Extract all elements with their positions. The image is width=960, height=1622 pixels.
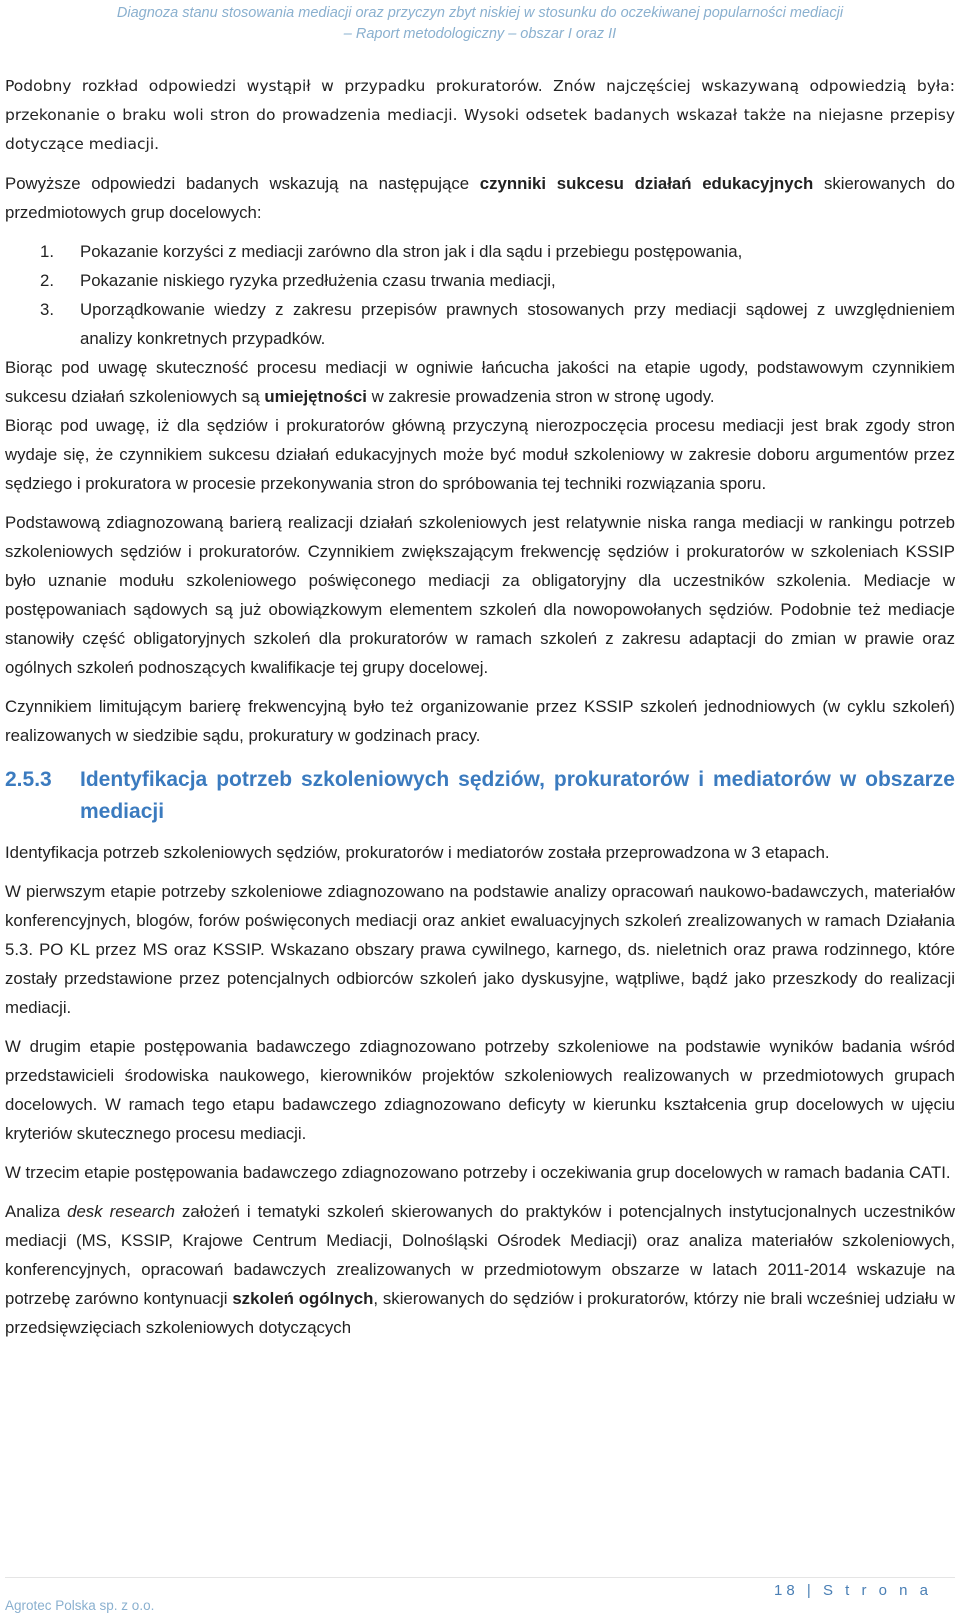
paragraph-barrier: Podstawową zdiagnozowaną barierą realizacji działań szkoleniowych jest relatywnie niska ranga mediacji w rankingu potrzeb szkoleniowych sędziów i prokuratorów. Czynnikiem zwiększającym frekwencję sędziów i prokuratorów w szkoleniach KSSIP było uznanie modułu szkoleniowego poświęconego mediacji za obligatoryjny dla uczestników szkolenia. Mediacje w postępowaniach sądowych są już obowiązkowym elementem szkoleń dla nowopowołanych sędziów. Podobnie też mediacje stanowiły część obligatoryjnych szkoleń dla prokuratorów w ramach szkoleń z zakresu adaptacji do zmian w prawie oraz ogólnych szkoleń podnoszących kwalifikacje tej grupy docelowej. xyxy=(5,513,955,677)
text-run: założeń i tematyki szkoleń skierowanych do praktyków i potencjalnych instytucjonalnych uczestników mediacji (MS, KSSIP, Krajowe Centrum Mediacji, Dolnośląski Ośrodek Mediacji) oraz analiza materiałów szkoleniowych, konferencyjnych, opracowań badawczych zrealizowanych w przedmiotowym obszarze w latach 2011-2014 wskazuje na potrzebę zarówno kontynuacji xyxy=(5,1202,955,1308)
section-number: 2.5.3 xyxy=(5,768,52,791)
company-name: Agrotec Polska sp. z o.o. xyxy=(5,1598,155,1613)
header-title-line2: – Raport metodologiczny – obszar I oraz II xyxy=(343,26,617,42)
paragraph-consent: Biorąc pod uwagę, iż dla sędziów i prokuratorów główną przyczyną nierozpoczęcia procesu mediacji jest brak zgody stron wydaje się, że czynnikiem sukcesu działań edukacyjnych może być moduł szkoleniowy w zakresie doboru argumentów przez sędziego i prokuratora w procesie przekonywania stron do spróbowania tej techniki rozwiązania sporu. xyxy=(5,416,955,493)
paragraph-success-factors xyxy=(5,169,955,227)
section-heading xyxy=(5,764,955,828)
paragraph-stage-two: W drugim etapie postępowania badawczego zdiagnozowano potrzeby szkoleniowe na podstawie wyników badania wśród przedstawicieli środowiska naukowego, kierowników projektów szkoleniowych realizowanych w przedmiotowych grupach docelowych. W ramach tego etapu badawczego zdiagnozowano deficyty w kierunku kształcenia grup docelowych w ujęciu kryteriów skutecznego procesu mediacji. xyxy=(5,1037,955,1143)
bold-run: szkoleń ogólnych xyxy=(232,1289,374,1308)
text-run: skierowanych do przedmiotowych grup docelowych: xyxy=(5,174,955,222)
list-number: 2. xyxy=(40,271,54,290)
paragraph-stage-one: W pierwszym etapie potrzeby szkoleniowe zdiagnozowano na podstawie analizy opracowań naukowo-badawczych, materiałów konferencyjnych, blogów, forów poświęconych mediacji oraz ankiet ewaluacyjnych szkoleń zrealizowanych w ramach Działania 5.3. PO KL przez MS oraz KSSIP. Wskazano obszary prawa cywilnego, karnego, ds. nieletnich oraz prawa rodzinnego, które zostały przedstawione przez potencjalnych odbiorców szkoleń jako dyskusyjne, wątpliwe, bądź jako przeszkody do realizacji mediacji. xyxy=(5,882,955,1017)
list-item xyxy=(5,237,955,266)
paragraph-limiting-factor: Czynnikiem limitującym barierę frekwencyjną było też organizowanie przez KSSIP szkoleń jednodniowych (w cyklu szkoleń) realizowanych w siedzibie sądu, prokuratury w godzinach pracy. xyxy=(5,697,955,745)
text-run: Powyższe odpowiedzi badanych wskazują na następujące xyxy=(5,174,480,193)
list-item xyxy=(5,295,955,353)
section-title: Identyfikacja potrzeb szkoleniowych sędziów, prokuratorów i mediatorów w obszarze mediacji xyxy=(80,768,955,823)
list-text: Pokazanie korzyści z mediacji zarówno dla stron jak i dla sądu i przebiegu postępowania, xyxy=(80,242,743,261)
paragraph-stage-three: W trzecim etapie postępowania badawczego zdiagnozowano potrzeby i oczekiwania grup docelowych w ramach badania CATI. xyxy=(5,1163,951,1182)
italic-run: desk research xyxy=(67,1202,175,1221)
list-text: Uporządkowanie wiedzy z zakresu przepisów prawnych stosowanych przy mediacji sądowej z uwzględnieniem analizy konkretnych przypadków. xyxy=(80,300,955,348)
header-title-line1: Diagnoza stanu stosowania mediacji oraz przyczyn zbyt niskiej w stosunku do oczekiwanej popularności mediacji xyxy=(116,5,844,21)
list-number: 3. xyxy=(40,300,54,319)
list-item xyxy=(5,266,955,295)
running-header xyxy=(0,0,960,45)
text-run: w zakresie prowadzenia stron w stronę ugody. xyxy=(366,387,715,406)
bold-run: umiejętności xyxy=(264,387,367,406)
list-number: 1. xyxy=(40,242,54,261)
text-run: Biorąc pod uwagę skuteczność procesu mediacji w ogniwie łańcucha jakości na etapie ugody, podstawowym czynnikiem sukcesu działań szkoleniowych są xyxy=(5,358,955,406)
document-body xyxy=(5,72,955,1342)
paragraph-prosecutors: Podobny rozkład odpowiedzi wystąpił w przypadku prokuratorów. Znów najczęściej wskazywaną odpowiedzią była: przekonanie o braku woli stron do prowadzenia mediacji. Wysoki odsetek badanych wskazał także na niejasne przepisy dotyczące mediacji. xyxy=(5,77,955,153)
text-run: Analiza xyxy=(5,1202,68,1221)
footer-divider xyxy=(5,1577,955,1578)
page-number: 18 | S t r o n a xyxy=(774,1582,932,1599)
bold-run: czynniki sukcesu działań edukacyjnych xyxy=(479,174,814,193)
success-factors-list xyxy=(5,237,955,353)
paragraph-skills xyxy=(5,353,955,411)
paragraph-desk-research xyxy=(5,1197,955,1342)
paragraph-stages: Identyfikacja potrzeb szkoleniowych sędziów, prokuratorów i mediatorów została przeprowadzona w 3 etapach. xyxy=(5,843,830,862)
text-run: , skierowanych do sędziów i prokuratorów, którzy nie brali wcześniej udziału w przedsięwzięciach szkoleniowych dotyczących xyxy=(5,1289,955,1337)
list-text: Pokazanie niskiego ryzyka przedłużenia czasu trwania mediacji, xyxy=(80,271,556,290)
